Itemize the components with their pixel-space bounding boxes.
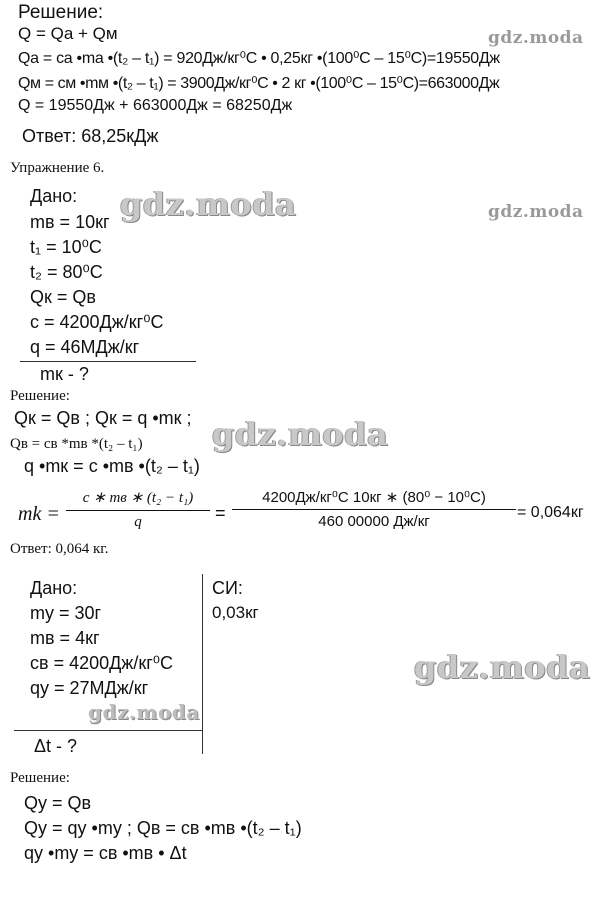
- watermark: gdz.moda: [414, 648, 591, 686]
- given-item: c = 4200Дж/кг⁰С: [30, 312, 164, 332]
- fraction-bar: [66, 510, 210, 511]
- given-item: mв = 10кг: [30, 212, 110, 232]
- given-item: mв = 4кг: [30, 628, 100, 648]
- si-heading: СИ:: [212, 578, 243, 598]
- given-divider: [20, 361, 196, 362]
- given-item: q = 46МДж/кг: [30, 337, 140, 357]
- solution-line-2: Qу = qу •mу ; Qв = cв •mв •(t₂ – t₁): [24, 818, 302, 838]
- watermark: gdz.moda: [488, 28, 584, 48]
- top-solution-answer: Ответ: 68,25кДж: [22, 126, 159, 146]
- top-solution-heading: Решение:: [18, 2, 104, 23]
- top-solution-line-4: Q = 19550Дж + 663000Дж = 68250Дж: [18, 97, 293, 114]
- given-item: mу = 30г: [30, 603, 102, 623]
- solution-line-1: Qу = Qв: [24, 793, 92, 813]
- given-item: cв = 4200Дж/кг⁰С: [30, 653, 174, 673]
- fraction-denominator: q: [134, 514, 142, 530]
- given-heading: Дано:: [30, 578, 78, 598]
- si-value: 0,03кг: [212, 603, 259, 622]
- solution-heading: Решение:: [10, 388, 70, 404]
- exercise-title: Упражнение 6.: [10, 160, 105, 176]
- given-heading: Дано:: [30, 186, 78, 206]
- top-solution-line-3: Qм = cм •mм •(t₂ – t₁) = 3900Дж/кг⁰С • 2 кг •(100⁰С – 15⁰С)=663000Дж: [18, 75, 500, 92]
- solution-heading: Решение:: [10, 770, 70, 786]
- fraction-bar: [232, 509, 516, 510]
- watermark: gdz.moda: [488, 202, 584, 222]
- si-divider: [202, 574, 203, 754]
- given-item: qу = 27МДж/кг: [30, 678, 149, 698]
- given-item: t₁ = 10⁰С: [30, 237, 102, 257]
- fraction-numerator: 4200Дж/кг⁰С 10кг ∗ (80⁰ − 10⁰С): [262, 489, 486, 506]
- watermark: gdz.moda: [212, 415, 389, 453]
- fraction-symbolic: [66, 488, 210, 531]
- find-value: Δt - ?: [34, 736, 78, 756]
- watermark: gdz.moda: [120, 185, 297, 223]
- formula-equals: =: [215, 503, 226, 523]
- given-item: Qк = Qв: [30, 287, 96, 307]
- fraction-numeric: [232, 488, 516, 530]
- formula-lhs: mk =: [18, 503, 60, 525]
- fraction-denominator: 460 00000 Дж/кг: [318, 513, 430, 530]
- solution-line-2: Qв = cв *mв *(t₂ – t₁): [10, 436, 143, 452]
- solution-line-3: qу •mу = cв •mв • Δt: [24, 843, 187, 863]
- watermark: gdz.moda: [88, 700, 200, 724]
- given-divider: [14, 730, 202, 731]
- given-item: t₂ = 80⁰С: [30, 262, 103, 282]
- formula-result: = 0,064кг: [517, 504, 584, 521]
- fraction-numerator: c ∗ mв ∗ (t₂ − t₁): [82, 490, 194, 506]
- top-solution-line-1: Q = Qа + Qм: [18, 24, 118, 43]
- find-value: mк - ?: [40, 364, 89, 384]
- solution-line-3: q •mк = c •mв •(t₂ – t₁): [24, 456, 200, 476]
- exercise-answer: Ответ: 0,064 кг.: [10, 541, 109, 557]
- solution-line-1: Qк = Qв ; Qк = q •mк ;: [14, 408, 192, 428]
- top-solution-line-2: Qа = cа •mа •(t₂ – t₁) = 920Дж/кг⁰С • 0,25кг •(100⁰С – 15⁰С)=19550Дж: [18, 50, 500, 67]
